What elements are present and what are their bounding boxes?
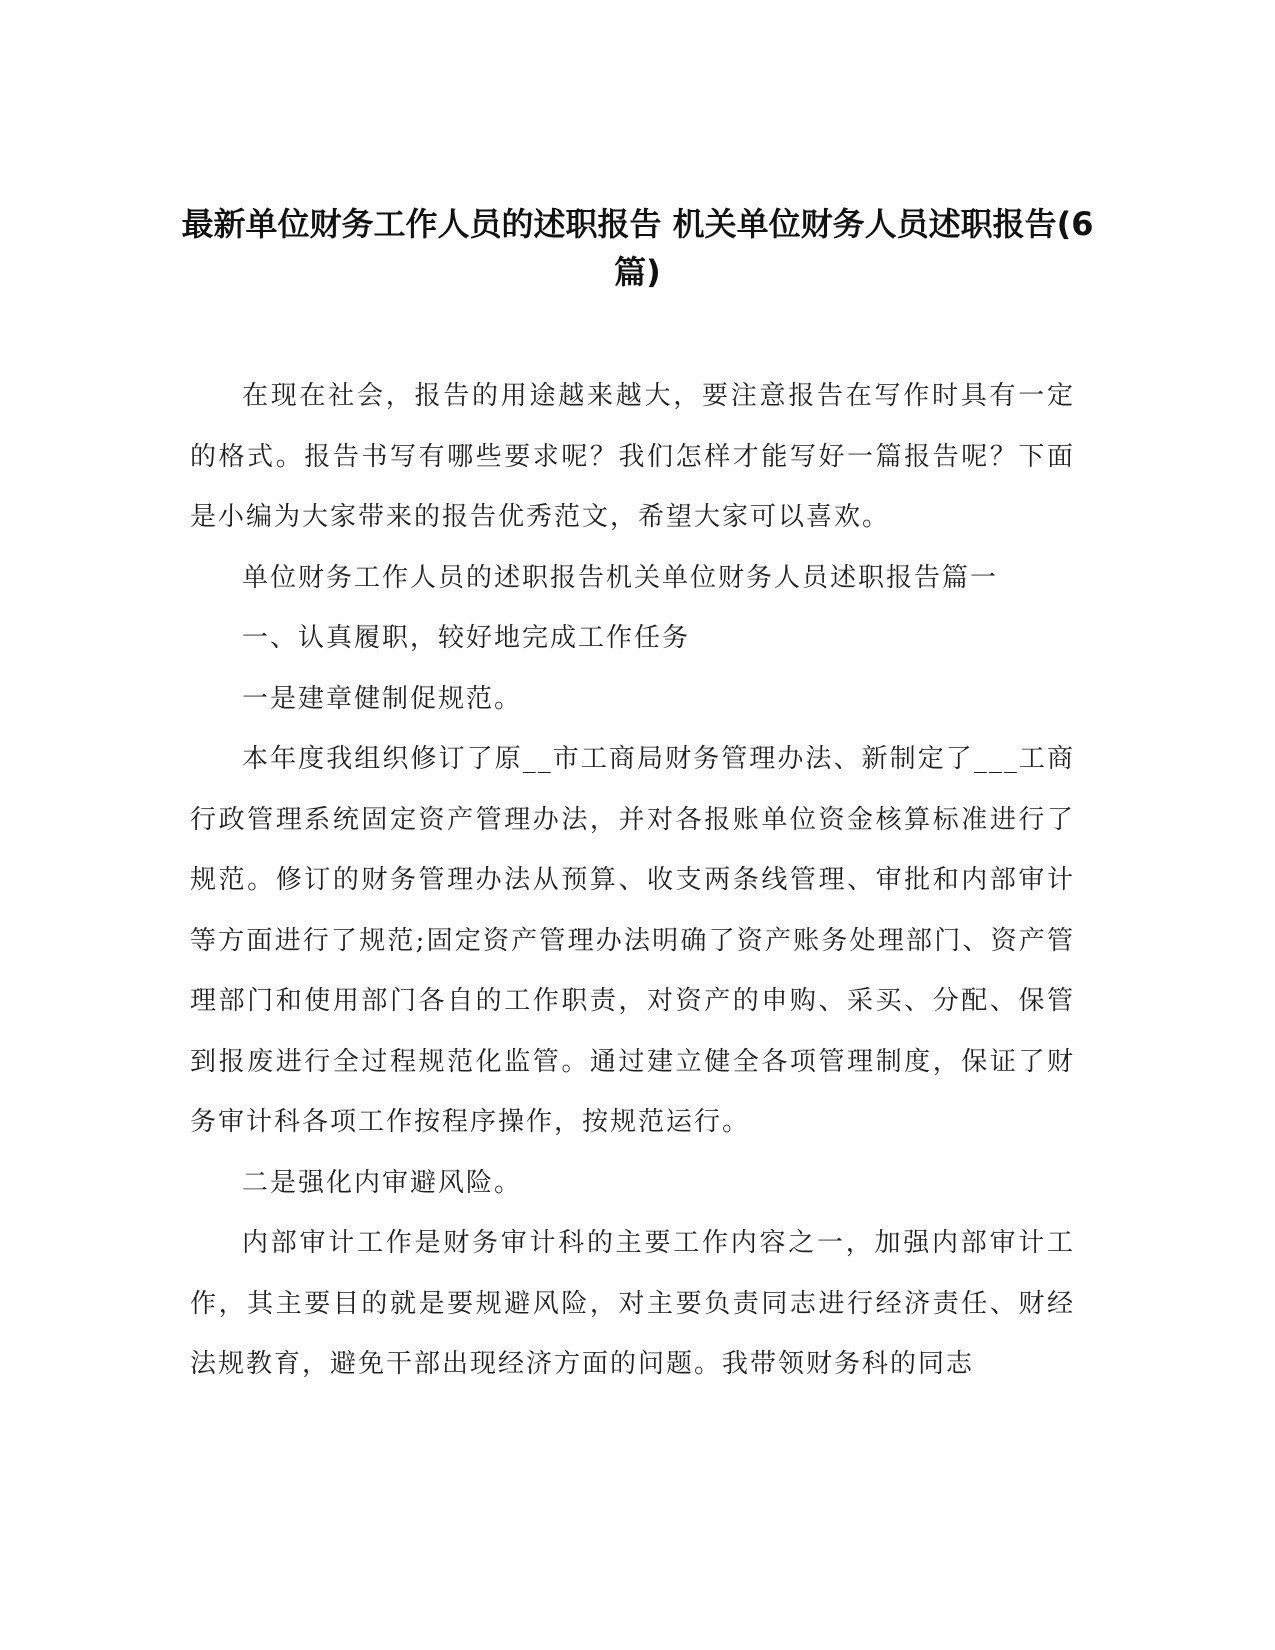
paragraph-section-heading: 单位财务工作人员的述职报告机关单位财务人员述职报告篇一 <box>242 562 999 593</box>
paragraph-internal-audit: 内部审计工作是财务审计科的主要工作内容之一，加强内部审计工作，其主要目的就是要规避风险，对主要负责同志进行经济责任、财经法规教育，避免干部出现经济方面的问题。我带领财务科的同志 <box>190 1228 1075 1379</box>
paragraph-subheading-two: 二是强化内审避风险。 <box>242 1167 523 1198</box>
paragraph-intro: 在现在社会，报告的用途越来越大，要注意报告在写作时具有一定的格式。报告书写有哪些要求呢？我们怎样才能写好一篇报告呢？下面是小编为大家带来的报告优秀范文，希望大家可以喜欢。 <box>190 381 1075 532</box>
paragraph-heading-one: 一、认真履职，较好地完成工作任务 <box>242 623 691 653</box>
paragraph-subheading-one: 一是建章健制促规范。 <box>242 683 523 714</box>
paragraph-regulations: 本年度我组织修订了原__市工商局财务管理办法、新制定了___工商行政管理系统固定资产管理办法，并对各报账单位资金核算标准进行了规范。修订的财务管理办法从预算、收支两条线管理、审批和内部审计等方面进行了规范;固定资产管理办法明确了资产账务处理部门、资产管理部门和使用部门各自的工作职责，对资产的申购、采买、分配、保管到报废进行全过程规范化监管。通过建立健全各项管理制度，保证了财务审计科各项工作按程序操作，按规范运行。 <box>190 744 1075 1137</box>
document-body <box>190 366 1075 1395</box>
document-title: 最新单位财务工作人员的述职报告 机关单位财务人员述职报告(6 篇) <box>181 205 1094 291</box>
